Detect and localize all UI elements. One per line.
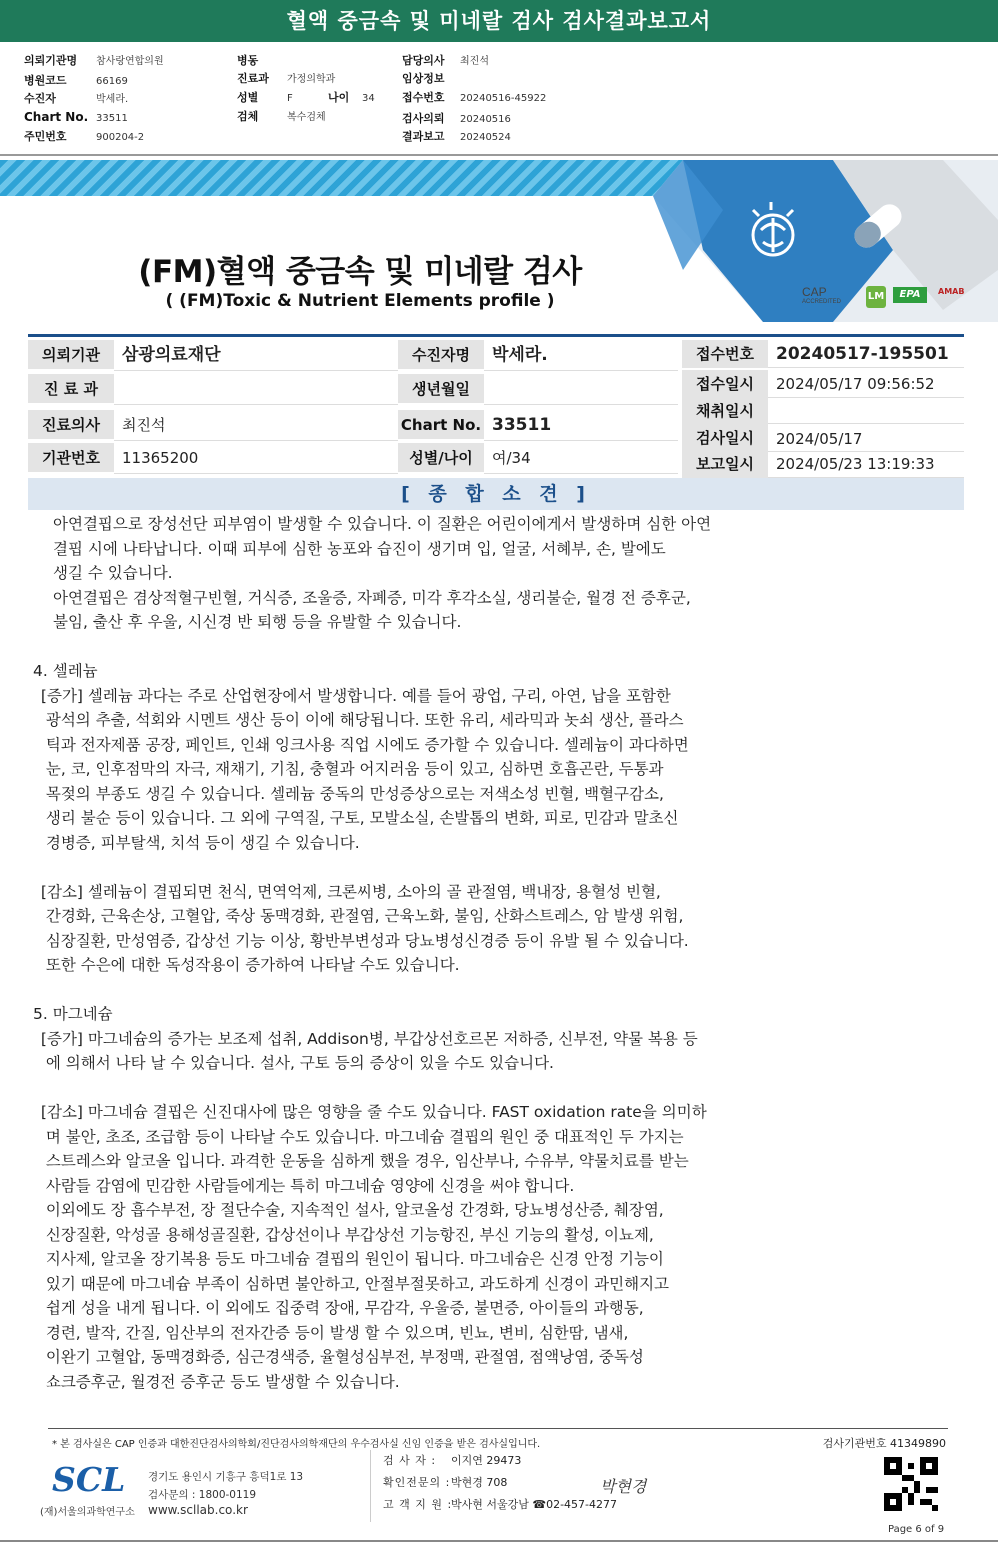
value-receipt-no: 20240517-195501 [768,340,964,368]
value-collection-time [768,398,964,424]
info-patient: 수진자 박세라. [24,92,129,105]
signature: 박현경 [600,1477,647,1496]
table-row [28,340,678,371]
table-row [28,443,678,474]
text-line: 목젖의 부종도 생길 수 있습니다. 셀레늄 중독의 만성증상으로는 저색소성 빈혈, 백혈구감소, [36,784,664,803]
value-department [114,374,398,405]
label-birthdate: 생년월일 [398,374,484,405]
blank-line [36,855,776,880]
footer-address [148,1468,303,1504]
text-line: [감소] 마그네슘 결핍은 신진대사에 많은 영향을 줄 수도 있습니다. FAST oxidation rate을 의미하 [36,1103,707,1121]
text-line: 간경화, 근육손상, 고혈압, 죽상 동맥경화, 관절염, 근육노화, 불임, 산화스트레스, 암 발생 위험, [36,907,684,925]
text-line: [증가] 셀레늄 과다는 주로 산업현장에서 발생합니다. 예를 들어 광업, 구리, 아연, 납을 포함한 [36,686,671,705]
address-line: 경기도 용인시 기흥구 흥덕1로 13 [148,1471,304,1483]
text-line: 쉽게 성을 내게 됩니다. 이 외에도 집중력 장애, 무감각, 우울증, 불면증, 아이들의 과행동, [36,1299,644,1317]
info-sex: 성별 F [237,91,293,104]
text-line: 또한 수은에 대한 독성작용이 증가하여 나타날 수도 있습니다. [36,956,460,974]
info-resident-no: 주민번호 900204-2 [24,130,145,143]
table-row [28,374,678,405]
info-ward: 병동 [237,54,259,67]
text-line: 경련, 발작, 간질, 임산부의 전자간증 등이 발생 할 수 있으며, 빈뇨, 변비, 심한땀, 냄새, [36,1323,629,1342]
info-hospital-code: 병원코드 66169 [24,74,128,87]
bottom-rule [0,1540,998,1542]
label-collection-time: 채취일시 [682,398,768,424]
text-line: 있기 때문에 마그네슘 부족이 심하면 불안하고, 안절부절못하고, 과도하게 신경이 과민해지고 [36,1274,670,1293]
text-line: 광석의 추출, 석회와 시멘트 생산 등이 이에 해당됩니다. 또한 유리, 세라믹과 놋쇠 생산, 플라스 [36,711,684,729]
label-receipt-time: 접수일시 [682,370,768,398]
text-line: 아연결핍은 겸상적혈구빈혈, 거식증, 조울증, 자폐증, 미각 후각소실, 생리불순, 월경 전 증후군, [53,588,691,607]
label-patient-name: 수진자명 [398,340,484,371]
contact-line: 검사문의 : 1800-0119 [148,1489,257,1501]
value-inst-no: 11365200 [114,443,398,474]
value-sex-age: 여/34 [484,443,678,474]
text-line: 에 의해서 나타 날 수 있습니다. 설사, 구토 등의 증상이 있을 수도 있습니다. [36,1054,554,1072]
cap-logo: CAP ACCREDITED [802,285,842,305]
label-department: 진 료 과 [28,374,114,405]
value-chart-no: 33511 [484,410,678,441]
qr-code-icon [884,1457,938,1511]
text-line: 4. 셀레늄 [33,662,98,680]
label-sex-age: 성별/나이 [398,443,484,474]
value-test-date: 2024/05/17 [768,424,964,452]
value-birthdate [484,374,678,405]
value-institution: 삼광의료재단 [114,340,398,371]
text-line: 지사제, 알코올 장기복용 등도 마그네슘 결핍의 원인이 됩니다. 마그네슘은 신경 안정 기능이 [36,1250,664,1268]
info-receipt-no: 접수번호 20240516-45922 [402,91,547,104]
text-line: 불임, 출산 후 우울, 시신경 반 퇴행 등을 유발할 수 있습니다. [53,613,462,631]
info-request-date: 검사의뢰 20240516 [402,112,511,125]
patient-info-table [28,334,964,473]
value-patient-name: 박세라. [484,340,678,371]
label-inst-no: 기관번호 [28,443,114,474]
text-line: 아연결핍으로 장성선단 피부염이 발생할 수 있습니다. 이 질환은 어린이에게서 발생하며 심한 아연 [53,515,712,533]
text-line: 생리 불순 등이 있습니다. 그 외에 구역질, 구토, 모발소실, 손발톱의 변화, 피로, 민감과 말초신 [36,809,679,827]
info-chart-no: Chart No. 33511 [24,110,128,124]
text-line: 경병증, 피부탈색, 치석 등이 생길 수 있습니다. [36,833,360,852]
text-line: 며 불안, 초조, 조급함 등이 나타날 수도 있습니다. 마그네슘 결핍의 원인 중 대표적인 두 가지는 [36,1127,684,1146]
info-doctor: 담당의사 최진석 [402,54,489,67]
value-doctor: 최진석 [114,410,398,441]
summary-body [33,512,776,1394]
text-line: 이완기 고혈압, 동맥경화증, 심근경색증, 율혈성심부전, 부정맥, 관절염, 점액낭염, 중독성 [36,1348,644,1366]
info-specimen: 검체 복수검체 [237,110,326,123]
request-info-block [0,44,998,156]
table-row [28,410,678,441]
info-hospital: 의뢰기관명 참사랑연합의원 [24,54,164,67]
value-receipt-time: 2024/05/17 09:56:52 [768,370,964,398]
label-report-time: 보고일시 [682,450,768,478]
report-title-banner: 혈액 중금속 및 미네랄 검사 검사결과보고서 [0,0,998,42]
footer-lab-number: 검사기관번호 41349890 [822,1437,946,1450]
text-line: 사람들 감염에 민감한 사람들에게는 특히 마그네슘 영양에 신경을 써야 합니다. [36,1176,575,1195]
page-subtitle: ( (FM)Toxic & Nutrient Elements profile ) [165,291,555,311]
info-age: 나이 34 [328,91,375,104]
amab-logo: AMAB [938,287,965,296]
staff-specialist: 확인전문의 :박현경 708 [383,1476,508,1489]
text-line: 쇼크증후군, 월경전 증후군 등도 발생할 수 있습니다. [36,1372,400,1391]
value-report-time: 2024/05/23 13:19:33 [768,450,964,478]
label-receipt-no: 접수번호 [682,340,768,368]
scl-logo: SCL [52,1460,126,1499]
page-title: (FM)혈액 중금속 및 미네랄 검사 [138,254,582,290]
footer-website-link[interactable]: www.scllab.co.kr [148,1503,248,1517]
staff-support: 고 객 지 원 :박사현 서울강남 ☎02-457-4277 [383,1498,618,1511]
label-institution: 의뢰기관 [28,340,114,371]
label-chart-no: Chart No. [398,410,484,441]
staff-tester: 검 사 자 : 이지연 29473 [383,1454,522,1467]
blank-line [36,635,776,660]
label-doctor: 진료의사 [28,410,114,441]
text-line: 심장질환, 만성염증, 갑상선 기능 이상, 황반부변성과 당뇨병성신경증 등이 유발 될 수 있습니다. [36,931,689,950]
text-line: [감소] 셀레늄이 결핍되면 천식, 면역억제, 크론씨병, 소아의 골 관절염, 백내장, 용혈성 빈혈, [36,882,661,901]
info-department: 진료과 가정의학과 [237,72,336,85]
text-line: 생길 수 있습니다. [53,564,173,582]
summary-heading: [ 종 합 소 견 ] [28,478,964,510]
lm-logo: LM [866,286,886,308]
text-line: 틱과 전자제품 공장, 페인트, 인쇄 잉크사용 직업 시에도 증가할 수 있습니다. 셀레늄이 과다하면 [36,735,689,754]
footer-certification-note: * 본 검사실은 CAP 인증과 대한진단검사의학회/진단검사의학재단의 우수검사실 신임 인증을 받은 검사실입니다. [52,1439,541,1450]
text-line: [증가] 마그네슘의 증가는 보조제 섭취, Addison병, 부갑상선호르몬 저하증, 신부전, 약물 복용 등 [36,1029,698,1048]
text-line: 이외에도 장 흡수부전, 장 절단수술, 지속적인 설사, 알코올성 간경화, 당뇨병성산증, 췌장염, [36,1201,664,1219]
epa-logo: EPA [893,287,927,303]
text-line: 신장질환, 악성골 용해성골질환, 갑상선이나 부갑상선 기능항진, 부신 기능의 활성, 이뇨제, [36,1225,654,1244]
scl-logo-subtitle: (재)서울의과학연구소 [40,1507,135,1518]
footer-divider [48,1428,948,1429]
blank-line [36,978,776,1003]
info-report-date: 결과보고 20240524 [402,130,511,143]
text-line: 스트레스와 알코올 입니다. 과격한 운동을 심하게 했을 경우, 임산부나, 수유부, 약물치료를 받는 [36,1152,689,1170]
blank-line [36,1076,776,1101]
text-line: 눈, 코, 인후점막의 자극, 재채기, 기침, 충혈과 어지러움 등이 있고, 심하면 호흡곤란, 두통과 [36,760,664,778]
text-line: 결핍 시에 나타납니다. 이때 피부에 심한 농포와 습진이 생기며 입, 얼굴, 서혜부, 손, 발에도 [53,539,666,558]
page-number: Page 6 of 9 [888,1524,945,1535]
text-line: 5. 마그네슘 [33,1005,113,1023]
label-test-date: 검사일시 [682,424,768,452]
info-clinical: 임상정보 [402,72,445,85]
